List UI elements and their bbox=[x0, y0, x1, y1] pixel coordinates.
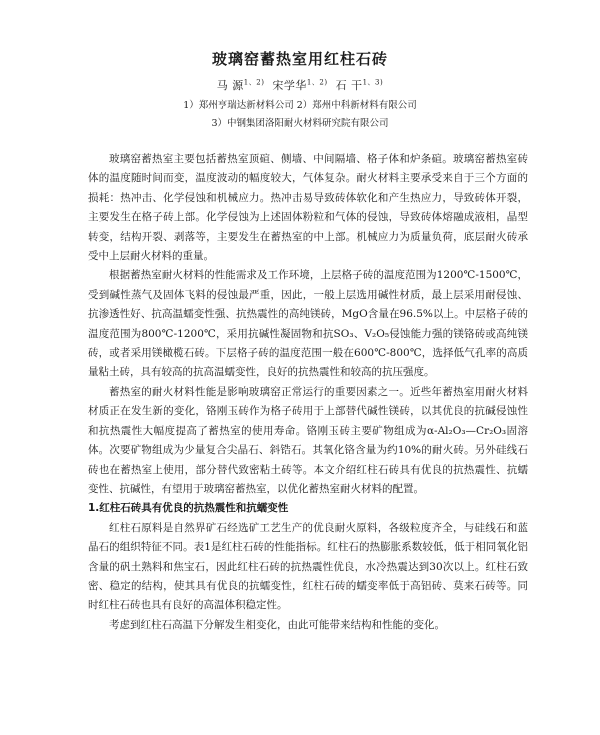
body-paragraph: 蓄热室的耐火材料性能是影响玻璃窑正常运行的重要因素之一。近些年蓄热室用耐火材料材质正在发生新的变化，铬刚玉砖作为格子砖用于上部替代碱性镁砖，以其优良的抗碱侵蚀性和抗热震性大幅度提高了蓄热室的使用寿命。铬刚玉砖主要矿物组成为α-Al₂O₃—Cr₂O₃固溶体。次要矿物组成为少量复合尖晶石、斜锆石。其氧化铬含量为约10%的耐火砖。另外硅线石砖也在蓄热室上使用，部分替代致密粘土砖等。本文介绍红柱石砖具有优良的抗热震性、抗蠕变性、抗碱性，有望用于玻璃窑蓄热室，以优化蓄热室耐火材料的配置。 bbox=[88, 385, 528, 495]
body-paragraph: 考虑到红柱石高温下分解发生相变化，由此可能带来结构和性能的变化。 bbox=[109, 618, 445, 631]
author-sup: 1、2) bbox=[243, 78, 265, 87]
author-name: 马 源 bbox=[216, 79, 244, 92]
author-sup: 1、3) bbox=[362, 78, 384, 87]
section-heading: 1.红柱石砖具有优良的抗热震性和抗蠕变性 bbox=[88, 502, 289, 515]
author-name: 石 干 bbox=[335, 79, 363, 92]
author-name: 宋学华 bbox=[272, 79, 307, 92]
paper-body bbox=[88, 150, 528, 635]
author-sup: 1、2) bbox=[306, 78, 328, 87]
affiliation-line-1: 1）郑州亨瑞达新材料公司 2）郑州中科新材料有限公司 bbox=[183, 100, 417, 111]
body-paragraph: 红柱石原料是自然界矿石经选矿工艺生产的优良耐火原料，各级粒度齐全，与硅线石和蓝晶石的组织特征不同。表1是红柱石砖的性能指标。红柱石的热膨胀系数较低，低于相同氧化铝含量的矾土熟料和焦宝石，因此红柱石砖的抗热震性优良，水冷热震达到30次以上。红柱石致密、稳定的结构，使其具有优良的抗蠕变性，红柱石砖的蠕变率低于高铝砖、莫来石砖等。同时红柱石砖也具有良好的高温体积稳定性。 bbox=[88, 521, 528, 612]
author-line bbox=[0, 77, 600, 93]
body-paragraph: 根据蓄热室耐火材料的性能需求及工作环境，上层格子砖的温度范围为1200℃-1500℃，受到碱性蒸气及固体飞料的侵蚀最严重，因此，一般上层选用碱性材质，最上层采用耐侵蚀、抗渗透性好、抗高温蠕变性强、抗热震性的高纯镁砖，MgO含量在96.5%以上。中层格子砖的温度范围为800℃-1200℃，采用抗碱性凝固物和抗SO₃、V₂O₅侵蚀能力强的镁铬砖或高纯镁砖，或者采用镁橄榄石砖。下层格子砖的温度范围一般在600℃-800℃，选择低气孔率的高质量粘土砖，具有较高的抗高温蠕变性，良好的抗热震性和较高的抗压强度。 bbox=[88, 269, 528, 379]
body-paragraph: 玻璃窑蓄热室主要包括蓄热室顶碹、侧墙、中间隔墙、格子体和炉条碹。玻璃窑蓄热室砖体的温度随时间而变，温度波动的幅度较大，气体复杂。耐火材料主要承受来自于三个方面的损耗：热冲击、化学侵蚀和机械应力。热冲击易导致砖体软化和产生热应力，导致砖体开裂，主要发生在格子砖上部。化学侵蚀为上述固体粉粒和气体的侵蚀，导致砖体熔融成液相，晶型转变，结构开裂、剥落等，主要发生在蓄热室的中上部。机械应力为质量负荷，底层耐火砖承受中上层耐火材料的重量。 bbox=[88, 153, 528, 263]
affiliation-line-2: 3）中钢集团洛阳耐火材料研究院有限公司 bbox=[211, 118, 389, 129]
paper-title: 玻璃窑蓄热室用红柱石砖 bbox=[211, 50, 388, 68]
